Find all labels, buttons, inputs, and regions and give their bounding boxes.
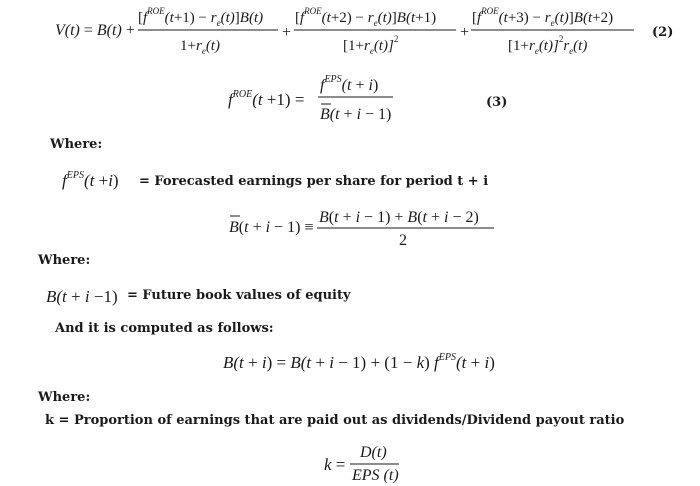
svg-text:[fROE(t+3) − re(t)]B(t+2): $[f^{ROE}(t+3) - r_e(t)]B(t+2)$ <box>472 6 614 28</box>
svg-text:V(t) = B(t) +: V(t) = B(t) + <box>55 22 135 39</box>
where-label-3: Where: <box>38 390 91 405</box>
eps-definition: = Forecasted earnings per share for period t + i <box>139 174 489 189</box>
svg-text:B(t + i − 1): B(t + i − 1) <box>320 106 392 123</box>
computed-as-follows-text: And it is computed as follows: <box>55 321 274 336</box>
equation-average-book-value <box>0 200 700 252</box>
eps-symbol <box>60 166 140 194</box>
svg-text:fROE(t +1) =: $f^{ROE}(t +1)$ = <box>228 89 305 109</box>
equation-2-valuation <box>0 0 700 62</box>
svg-text:EPS (t): EPS (t) <box>352 467 399 484</box>
svg-text:B(t + i − 1) + B(t + i − 2): B(t + i − 1) + B(t + i − 2) <box>319 209 479 226</box>
where-label-2: Where: <box>38 253 91 268</box>
svg-text:[1+re(t)]2: $[1+r_e(t)]^2$ <box>343 34 399 56</box>
svg-text:1+re(t): $1+r_e(t)$ <box>180 38 220 56</box>
svg-text:B(t + i −1): B(t + i −1) <box>46 287 118 306</box>
svg-text:fEPS(t +i): $f^{EPS}(t +i)$ <box>62 170 119 190</box>
svg-text:2: 2 <box>399 232 407 249</box>
svg-text:D(t): D(t) <box>360 444 387 461</box>
equation-book-value-recursion <box>0 346 700 380</box>
where-label-1: Where: <box>50 137 103 152</box>
svg-text:fEPS(t + i): $f^{EPS}(t + i)$ <box>320 74 379 94</box>
svg-text:[fROE(t+2) − re(t)]B(t+1): $[f^{ROE}(t+2) - r_e(t)]B(t+1)$ <box>295 6 437 28</box>
equation-payout-ratio <box>0 440 700 486</box>
svg-text:k =: k = <box>324 455 346 474</box>
svg-text:(3): (3) <box>486 95 508 110</box>
svg-text:(2): (2) <box>652 25 674 40</box>
svg-text:B(t + i − 1) ≡: B(t + i − 1) ≡ <box>229 219 314 236</box>
svg-text:+: + <box>460 24 470 41</box>
svg-text:+: + <box>282 24 292 41</box>
payout-ratio-definition: k = Proportion of earnings that are paid out as dividends/Dividend payout ratio <box>45 413 625 428</box>
svg-text:[1+re(t)]2re(t): $[1+r_e(t)]^2r_e(t)$ <box>508 34 588 56</box>
book-value-definition: = Future book values of equity <box>127 288 351 303</box>
svg-text:[fROE(t+1) − re(t)]B(t): $[f^{ROE}(t+1) - r_e(t)]B(t)$ <box>138 6 264 28</box>
svg-text:B(t + i) = B(t + i − 1) + (1 −: B(t + i) = B(t + i − 1) + (1 − k) $f^{EPS}(t + i)$ <box>223 352 495 372</box>
equation-3-roe <box>0 62 700 128</box>
